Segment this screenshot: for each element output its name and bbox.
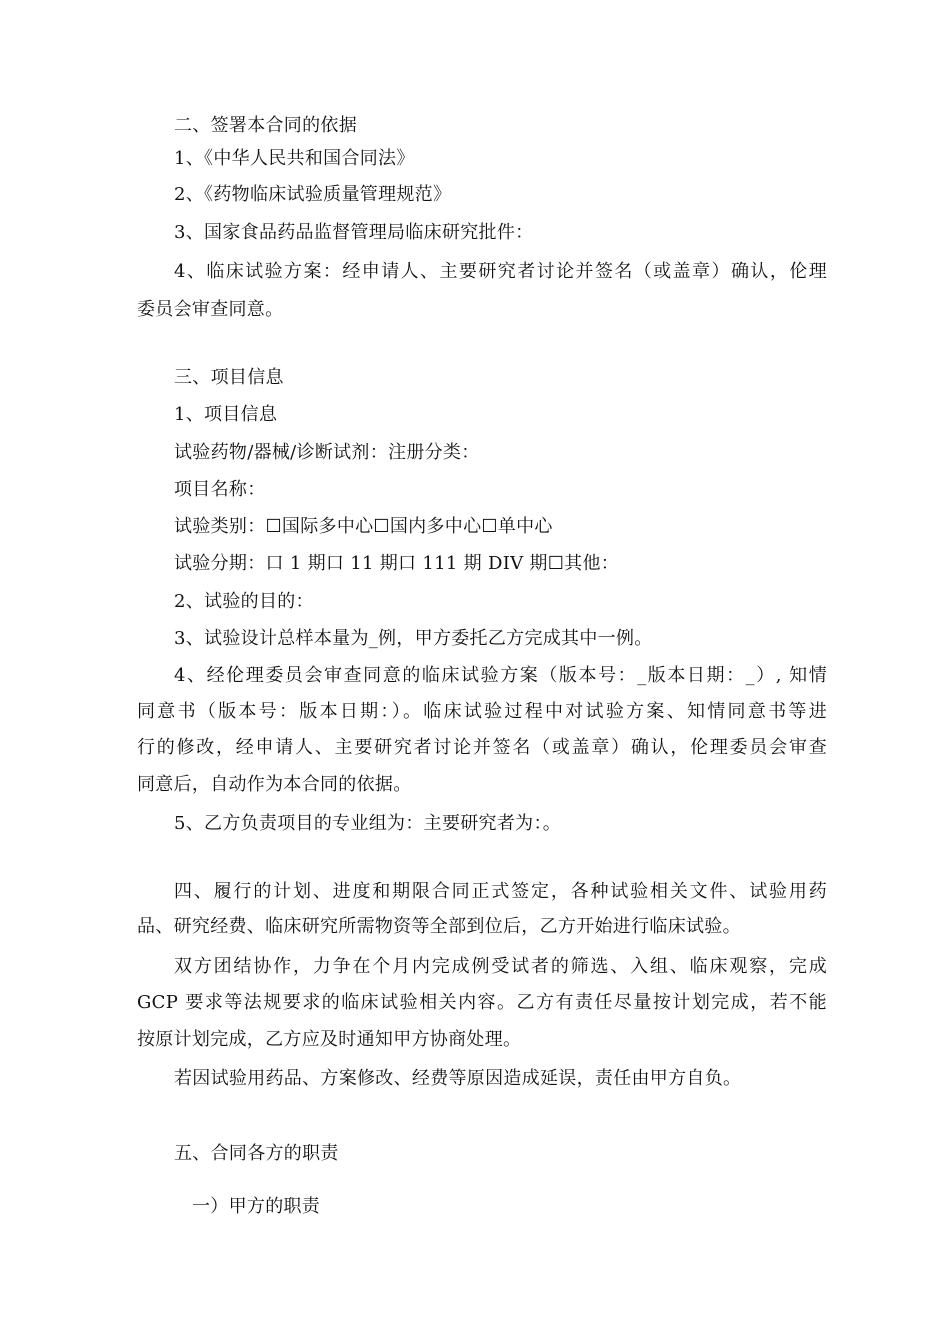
schedule-para-3: 若因试验用药品、方案修改、经费等原因造成延误，责任由甲方自负。 xyxy=(174,1068,742,1089)
project-sub-5: 5、乙方负责项目的专业组为：主要研究者为：。 xyxy=(174,813,562,834)
project-category: 试验类别：☐国际多中心☐国内多中心☐单中心 xyxy=(174,516,553,537)
schedule-para-2-line-1: 双方团结协作，力争在个月内完成例受试者的筛选、入组、临床观察，完成 xyxy=(174,956,827,977)
project-phase: 试验分期：口 1 期口 11 期口 111 期 DIV 期☐其他： xyxy=(174,553,620,574)
basis-item-2: 2、《药物临床试验质量管理规范》 xyxy=(174,184,452,205)
section-heading-basis: 二、签署本合同的依据 xyxy=(174,115,357,136)
schedule-para-2-line-2: GCP 要求等法规要求的临床试验相关内容。乙方有责任尽量按计划完成，若不能 xyxy=(137,992,827,1013)
project-sub-4-line-3: 行的修改，经申请人、主要研究者讨论并签名（或盖章）确认，伦理委员会审查 xyxy=(137,737,827,758)
section-heading-duties: 五、合同各方的职责 xyxy=(174,1143,339,1164)
project-sub-4-line-2: 同意书（版本号：版本日期：）。临床试验过程中对试验方案、知情同意书等进 xyxy=(137,701,827,722)
schedule-para-1-line-1: 四、履行的计划、进度和期限合同正式签定，各种试验相关文件、试验用药 xyxy=(174,881,827,902)
project-sub-2: 2、试验的目的： xyxy=(174,591,314,612)
section-heading-project: 三、项目信息 xyxy=(174,367,284,388)
basis-item-4-line-2: 委员会审查同意。 xyxy=(137,299,284,320)
project-drug: 试验药物/器械/诊断试剂：注册分类： xyxy=(174,442,480,463)
schedule-para-2-line-3: 按原计划完成，乙方应及时通知甲方协商处理。 xyxy=(137,1029,522,1050)
project-sub-4-line-4: 同意后，自动作为本合同的依据。 xyxy=(137,774,412,795)
project-sub-1: 1、项目信息 xyxy=(174,404,278,425)
duties-sub-1: 一）甲方的职责 xyxy=(192,1196,321,1217)
project-sub-4-line-1: 4、经伦理委员会审查同意的临床试验方案（版本号：_版本日期：_）, 知情 xyxy=(174,665,827,686)
project-sub-3: 3、试验设计总样本量为_例，甲方委托乙方完成其中一例。 xyxy=(174,628,653,649)
basis-item-4-line-1: 4、临床试验方案：经申请人、主要研究者讨论并签名（或盖章）确认，伦理 xyxy=(174,261,827,282)
project-name: 项目名称： xyxy=(174,479,266,500)
schedule-para-1-line-2: 品、研究经费、临床研究所需物资等全部到位后，乙方开始进行临床试验。 xyxy=(137,916,741,937)
basis-item-1: 1、《中华人民共和国合同法》 xyxy=(174,148,415,169)
basis-item-3: 3、国家食品药品监督管理局临床研究批件： xyxy=(174,222,534,243)
